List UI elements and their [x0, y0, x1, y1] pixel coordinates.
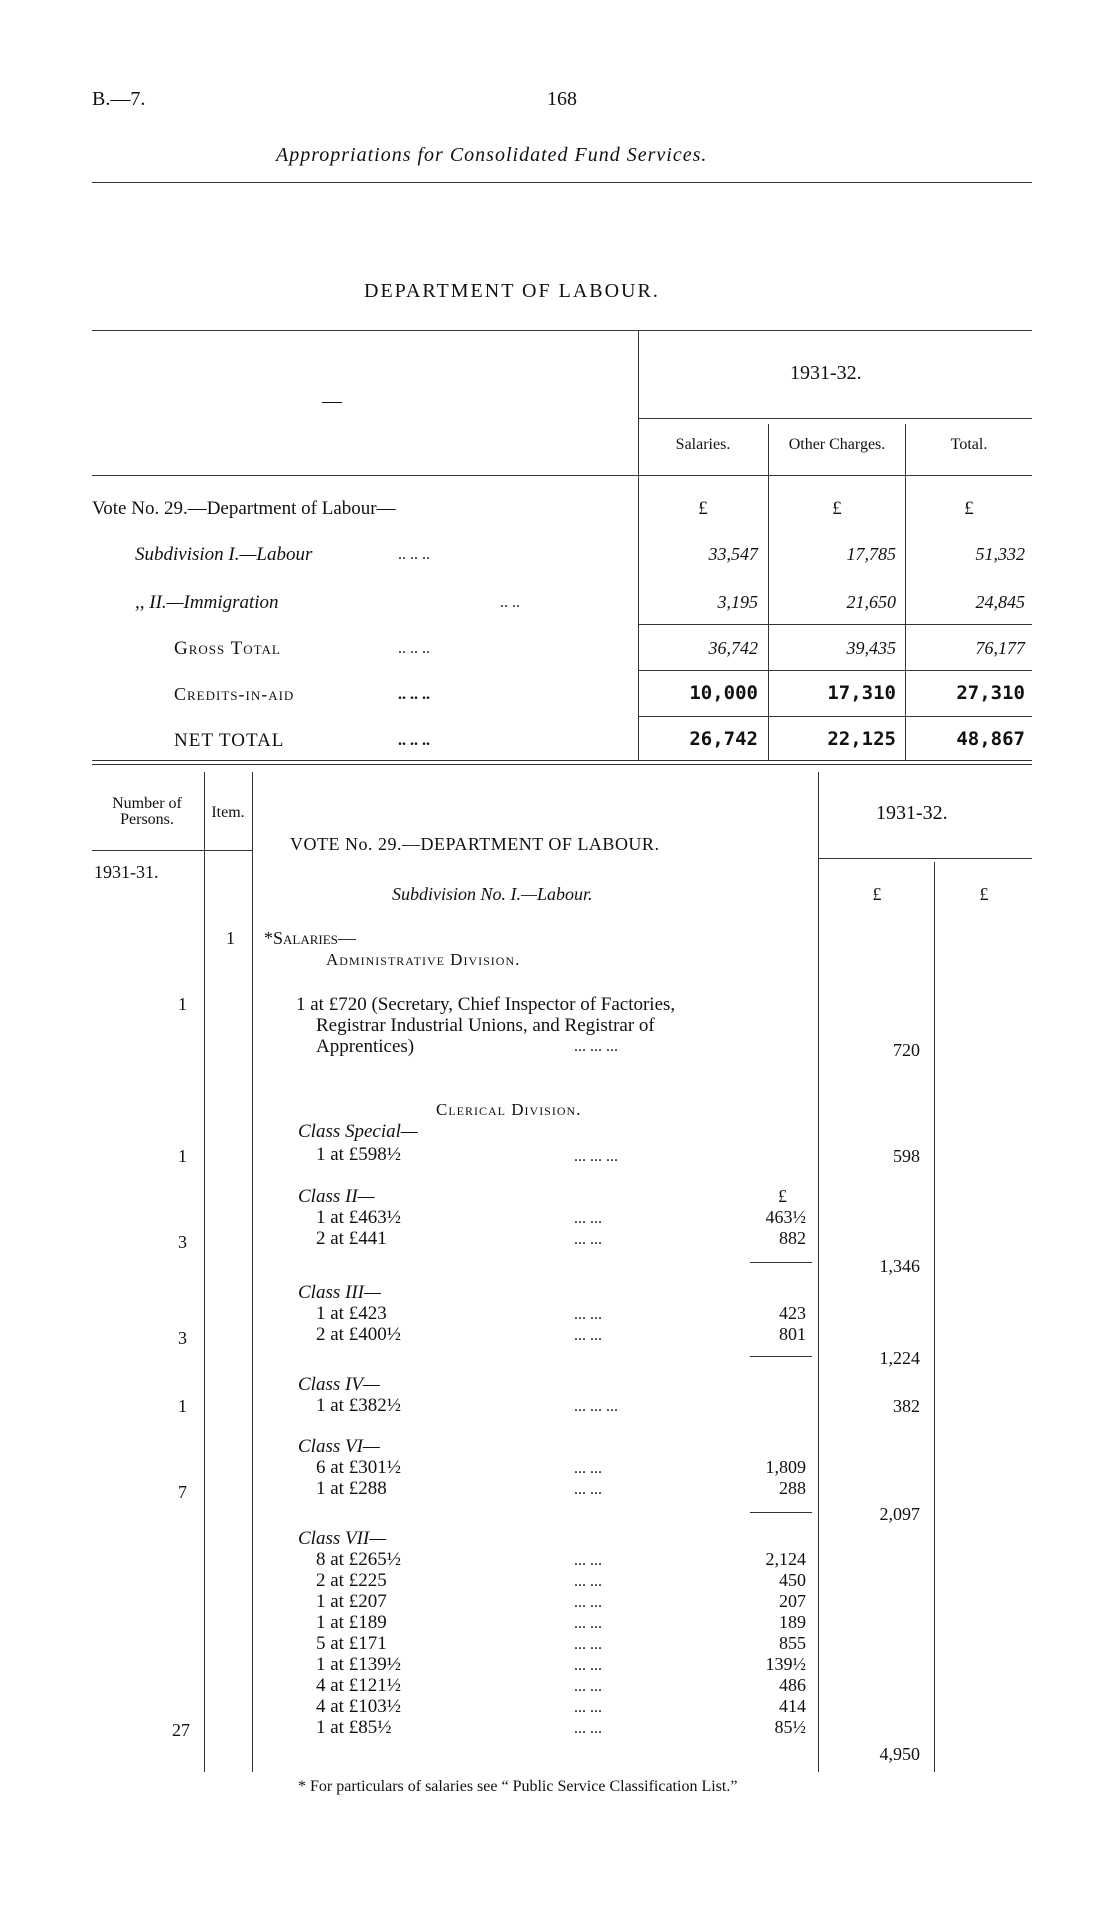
detail-year: 1931-32.: [876, 802, 948, 824]
class-heading: Class II—: [298, 1186, 375, 1207]
previous-year: 1931-31.: [94, 862, 159, 882]
line-amount: 801: [779, 1324, 806, 1344]
vote-line: Vote No. 29.—Department of Labour—: [92, 498, 396, 519]
cell-value: 17,785: [846, 544, 896, 564]
line-text: 1 at £139½: [316, 1654, 401, 1675]
cell-value: 27,310: [956, 682, 1025, 704]
line-amount: 207: [779, 1591, 806, 1611]
line-amount: 882: [779, 1228, 806, 1248]
class-heading: Class VII—: [298, 1528, 387, 1549]
line-text: 1 at £189: [316, 1612, 387, 1633]
line-text: Apprentices): [316, 1036, 415, 1057]
line-amount: 463½: [765, 1207, 806, 1227]
pound-sign: £: [979, 884, 989, 904]
line-amount: 288: [779, 1478, 806, 1498]
salaries-heading: *Salaries—: [264, 928, 356, 948]
line-text: 1 at £288: [316, 1478, 387, 1499]
amount-total: 720: [893, 1040, 920, 1060]
cell-value: 17,310: [827, 682, 896, 704]
cell-value: 3,195: [717, 592, 758, 612]
leader-dots: ... ...: [574, 1657, 602, 1674]
amount-total: 1,224: [879, 1348, 920, 1368]
gross-total-label: Gross Total: [174, 638, 281, 659]
cell-value: 76,177: [975, 638, 1025, 658]
net-total-label: NET TOTAL: [174, 730, 285, 751]
line-text: 2 at £225: [316, 1570, 387, 1591]
line-text: 1 at £207: [316, 1591, 387, 1612]
persons-count: 1: [178, 1146, 187, 1166]
subdivision-heading: Subdivision No. I.—Labour.: [392, 884, 593, 904]
leader-dots: ... ...: [574, 1481, 602, 1498]
persons-count: 1: [178, 1396, 187, 1416]
leader-dots: .. .. ..: [398, 686, 430, 703]
credits-in-aid-label: Credits-in-aid: [174, 684, 295, 704]
column-item: Item.: [211, 804, 245, 821]
leader-dots: ... ...: [574, 1460, 602, 1477]
column-total: Total.: [950, 436, 988, 453]
pound-sign: £: [964, 498, 974, 519]
cell-value: 22,125: [827, 728, 896, 750]
leader-dots: ... ...: [574, 1615, 602, 1632]
class-heading: Class Special—: [298, 1121, 418, 1142]
amount-total: 382: [893, 1396, 920, 1416]
line-amount: 1,809: [765, 1457, 806, 1477]
class-heading: Class III—: [298, 1282, 381, 1303]
pound-sign: £: [872, 884, 882, 904]
leader-dots: ... ...: [574, 1594, 602, 1611]
leader-dots: ... ...: [574, 1720, 602, 1737]
leader-dots: ... ... ...: [574, 1398, 618, 1415]
column-salaries: Salaries.: [675, 436, 731, 453]
line-text: 1 at £598½: [316, 1144, 401, 1165]
cell-value: 48,867: [956, 728, 1025, 750]
line-text: 4 at £121½: [316, 1675, 401, 1696]
leader-dots: .. .. ..: [398, 640, 430, 657]
leader-dots: ... ...: [574, 1573, 602, 1590]
amount-total: 1,346: [879, 1256, 920, 1276]
leader-dots: ... ...: [574, 1678, 602, 1695]
amount-total: 4,950: [879, 1744, 920, 1764]
amount-total: 598: [893, 1146, 920, 1166]
pound-sign: £: [832, 498, 842, 519]
leader-dots: ... ... ...: [574, 1038, 618, 1055]
amount-total: 2,097: [879, 1504, 920, 1524]
line-amount: 85½: [774, 1717, 806, 1737]
class-heading: Class IV—: [298, 1374, 380, 1395]
persons-count: 3: [178, 1328, 187, 1348]
pound-sign: £: [778, 1186, 787, 1206]
item-number: 1: [226, 928, 235, 948]
line-text: 1 at £720 (Secretary, Chief Inspector of Factories,: [296, 994, 676, 1015]
summary-dash: —: [322, 390, 342, 412]
leader-dots: ... ...: [574, 1306, 602, 1323]
department-title: DEPARTMENT OF LABOUR.: [364, 280, 660, 302]
class-heading: Class VI—: [298, 1436, 380, 1457]
leader-dots: .. ..: [500, 594, 520, 611]
persons-count: 3: [178, 1232, 187, 1252]
column-other-charges: Other Charges.: [788, 436, 886, 453]
page-number: 168: [547, 88, 577, 110]
line-amount: 414: [779, 1696, 806, 1716]
persons-count: 7: [178, 1482, 187, 1502]
pound-sign: £: [698, 498, 708, 519]
leader-dots: .. .. ..: [398, 546, 430, 563]
line-text: 2 at £441: [316, 1228, 387, 1249]
line-amount: 189: [779, 1612, 806, 1632]
line-amount: 139½: [765, 1654, 806, 1674]
leader-dots: ... ...: [574, 1699, 602, 1716]
header-rule: [92, 182, 1032, 183]
line-text: 1 at £463½: [316, 1207, 401, 1228]
cell-value: 51,332: [975, 544, 1025, 564]
line-amount: 855: [779, 1633, 806, 1653]
column-number-of-persons: Number of Persons.: [112, 795, 182, 828]
leader-dots: .. .. ..: [398, 732, 430, 749]
page-subtitle: Appropriations for Consolidated Fund Services.: [276, 144, 708, 166]
leader-dots: ... ...: [574, 1636, 602, 1653]
leader-dots: ... ...: [574, 1327, 602, 1344]
document-reference: B.—7.: [92, 88, 146, 110]
footnote: * For particulars of salaries see “ Public Service Classification List.”: [298, 1778, 738, 1795]
line-text: 2 at £400½: [316, 1324, 401, 1345]
line-text: 8 at £265½: [316, 1549, 401, 1570]
cell-value: 21,650: [846, 592, 896, 612]
line-amount: 2,124: [765, 1549, 806, 1569]
line-text: 1 at £423: [316, 1303, 387, 1324]
line-amount: 486: [779, 1675, 806, 1695]
cell-value: 24,845: [975, 592, 1025, 612]
line-text: 5 at £171: [316, 1633, 387, 1654]
leader-dots: ... ...: [574, 1210, 602, 1227]
persons-count: 27: [172, 1720, 190, 1740]
clerical-division-heading: Clerical Division.: [436, 1100, 582, 1119]
cell-value: 39,435: [846, 638, 896, 658]
line-text: Registrar Industrial Unions, and Registrar of: [316, 1015, 655, 1036]
cell-value: 33,547: [708, 544, 758, 564]
line-text: 1 at £85½: [316, 1717, 392, 1738]
leader-dots: ... ... ...: [574, 1148, 618, 1165]
cell-value: 26,742: [689, 728, 758, 750]
administrative-division-heading: Administrative Division.: [326, 950, 521, 969]
line-text: 1 at £382½: [316, 1395, 401, 1416]
persons-count: 1: [178, 994, 187, 1014]
vote-title: VOTE No. 29.—DEPARTMENT OF LABOUR.: [290, 834, 660, 854]
leader-dots: ... ...: [574, 1231, 602, 1248]
line-amount: 423: [779, 1303, 806, 1323]
summary-row-label: Subdivision I.—Labour: [135, 544, 313, 565]
line-amount: 450: [779, 1570, 806, 1590]
summary-row-label: ,, II.—Immigration: [135, 592, 279, 613]
summary-year: 1931-32.: [790, 362, 862, 384]
cell-value: 36,742: [708, 638, 758, 658]
line-text: 4 at £103½: [316, 1696, 401, 1717]
cell-value: 10,000: [689, 682, 758, 704]
line-text: 6 at £301½: [316, 1457, 401, 1478]
leader-dots: ... ...: [574, 1552, 602, 1569]
